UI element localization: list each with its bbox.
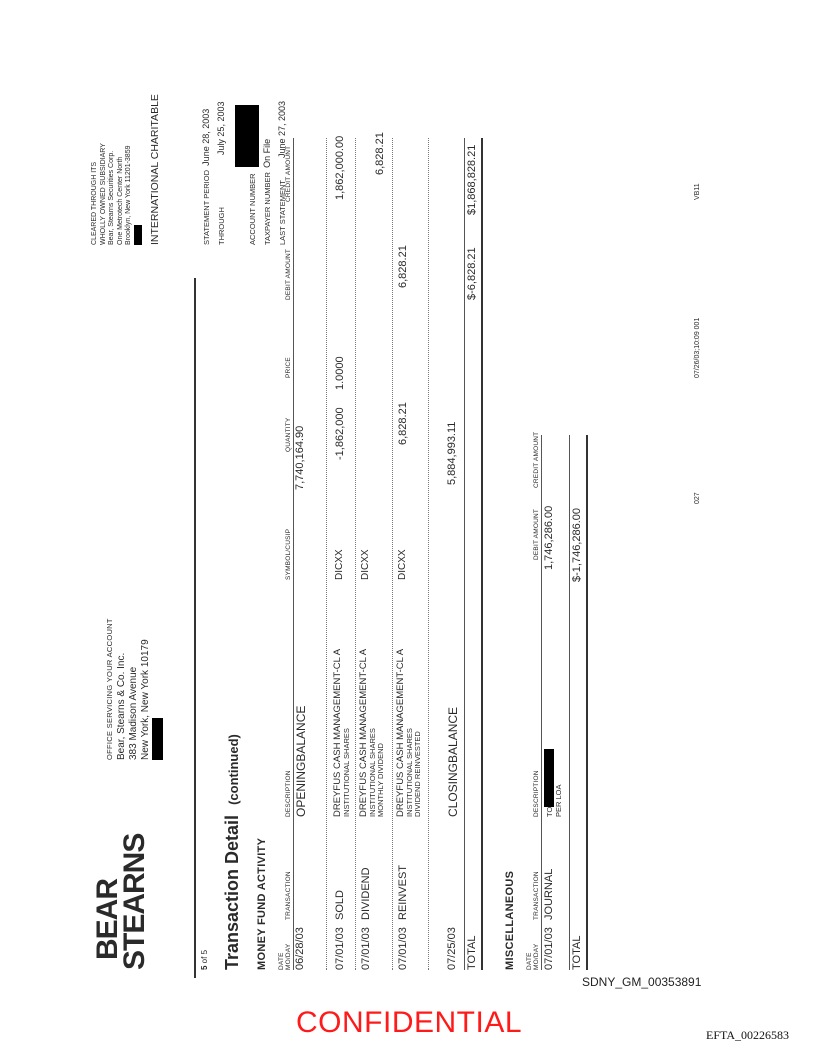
- logo-line-2: STEARNS: [118, 833, 151, 970]
- mf-row-1-desc: [334, 649, 351, 817]
- misc-row-date: 07/01/03: [543, 927, 555, 970]
- mf-row-2-desc-3: MONTHLY DIVIDEND: [376, 743, 385, 817]
- bear-stearns-logo: [91, 833, 151, 970]
- misc-col-date-2: MO/DAY: [533, 943, 540, 970]
- mf-col-transaction: TRANSACTION: [285, 871, 292, 920]
- taxpayer-value: On File: [262, 138, 272, 168]
- mf-col-price: PRICE: [285, 357, 292, 378]
- mf-col-date-1: DATE: [278, 952, 285, 970]
- office-line-1: Bear, Stearns & Co. Inc.: [116, 652, 127, 760]
- through-row: [214, 101, 229, 245]
- misc-row-desc-1: TO: [545, 806, 554, 817]
- mf-col-debit: DEBIT AMOUNT: [285, 248, 292, 300]
- mf-col-credit: CREDIT AMOUNT: [285, 145, 292, 202]
- footer-code-2: 07/26/03;10:09 001: [694, 317, 701, 378]
- account-row: [235, 101, 260, 245]
- misc-row-transaction: JOURNAL: [543, 868, 555, 920]
- mf-row-1-desc-1: DREYFUS CASH MANAGEMENT-CL A: [332, 648, 343, 817]
- mf-row-3-date: 07/01/03: [397, 927, 409, 970]
- misc-col-description: DESCRIPTION: [533, 770, 540, 817]
- office-redaction: [152, 718, 163, 760]
- taxpayer-row: [260, 101, 275, 245]
- mf-header-rule: [293, 138, 294, 970]
- efta-number: EFTA_00226583: [706, 1028, 790, 1042]
- office-address: [104, 618, 167, 760]
- cleared-line-4: One Metrotech Center North: [116, 156, 124, 245]
- mf-row-1-transaction: SOLD: [334, 890, 346, 920]
- mf-row-4-date: 07/25/03: [446, 927, 458, 970]
- account-label: ACCOUNT NUMBER: [248, 173, 257, 245]
- mf-row-2-symbol: DICXX: [360, 549, 371, 580]
- mf-row-3-transaction: REINVEST: [397, 864, 409, 920]
- cleared-redaction: [134, 225, 142, 245]
- mf-row-2-transaction: DIVIDEND: [360, 867, 372, 920]
- mf-row-1-credit: 1,862,000.00: [334, 135, 346, 200]
- title-main: Transaction Detail: [222, 814, 242, 970]
- logo-line-1: BEAR: [91, 878, 124, 960]
- misc-col-date-1: DATE: [526, 952, 533, 970]
- misc-row-debit: 1,746,286.00: [543, 505, 555, 570]
- office-line-3: New York, New York 10179: [140, 639, 151, 760]
- page-of: of 5: [200, 949, 209, 964]
- mf-row-1-desc-2: INSTITUTIONAL SHARES: [341, 728, 351, 817]
- misc-total-label: TOTAL: [571, 935, 583, 970]
- account-redaction: [235, 105, 259, 167]
- footer-code-1: 027: [694, 492, 701, 504]
- mf-row-2-desc-2: INSTITUTIONAL SHARES: [367, 728, 377, 817]
- cleared-line-2: WHOLLY OWNED SUBSIDIARY: [99, 143, 107, 245]
- header-rule: [194, 278, 196, 978]
- office-line-2: 383 Madison Avenue: [128, 666, 139, 760]
- misc-row-desc: [544, 749, 563, 817]
- statement-page: [64, 0, 794, 1000]
- misc-total-rule-bottom: [586, 435, 588, 970]
- mf-col-symbol: SYMBOL/CUSIP: [285, 528, 292, 580]
- mf-total-label: TOTAL: [466, 935, 478, 970]
- period-row: [199, 101, 214, 245]
- mf-row-1-quantity: -1,862,000: [334, 407, 346, 460]
- total-rule-bottom: [481, 138, 483, 970]
- misc-heading: MISCELLANEOUS: [504, 870, 516, 970]
- mf-row-3-desc: [397, 649, 423, 817]
- row-separator: [428, 138, 429, 970]
- cleared-line-5: Brooklyn, New York 11201-3859: [125, 145, 132, 245]
- through-label: THROUGH: [217, 207, 226, 245]
- mf-row-1-symbol: DICXX: [334, 549, 345, 580]
- misc-row-desc-2: PER LOA: [553, 784, 563, 817]
- misc-total-debit: $-1,746,286.00: [571, 507, 583, 582]
- mf-col-quantity: QUANTITY: [285, 417, 292, 452]
- misc-row-desc-1-line: [544, 749, 555, 817]
- misc-header-rule: [541, 435, 542, 970]
- period-value: June 28, 2003: [201, 108, 211, 166]
- cleared-line-3: Bear, Stearns Securities Corp.: [108, 150, 115, 245]
- bates-number: SDNY_GM_00353891: [582, 975, 702, 989]
- mf-row-3-symbol: DICXX: [397, 549, 408, 580]
- last-label: LAST STATEMENT: [278, 179, 287, 245]
- misc-total-rule-top: [569, 435, 570, 970]
- footer-code-3: VB11: [694, 183, 701, 200]
- misc-col-credit: CREDIT AMOUNT: [533, 431, 540, 488]
- misc-col-debit: DEBIT AMOUNT: [533, 508, 540, 560]
- mf-row-3-desc-3: DIVIDEND REINVESTED: [413, 731, 422, 817]
- misc-desc-redaction: [544, 749, 554, 807]
- mf-row-4-desc: CLOSINGBALANCE: [446, 706, 460, 817]
- misc-col-transaction: TRANSACTION: [533, 871, 540, 920]
- last-value: June 27, 2003: [277, 100, 287, 158]
- row-separator: [392, 138, 393, 970]
- misc-col-date: [526, 944, 540, 970]
- mf-row-1-date: 07/01/03: [334, 927, 346, 970]
- mf-row-2-date: 07/01/03: [360, 927, 372, 970]
- mf-total-debit: $-6,828.21: [466, 247, 478, 300]
- title-sub: (continued): [226, 734, 241, 805]
- through-value: July 25, 2003: [216, 101, 226, 156]
- clearing-firm-block: [91, 94, 160, 245]
- row-separator: [326, 138, 327, 970]
- page-num: 5: [200, 965, 209, 970]
- mf-row-2-desc-1: DREYFUS CASH MANAGEMENT-CL A: [358, 648, 369, 817]
- mf-row-2-desc: [360, 649, 386, 817]
- page-title: [222, 734, 243, 970]
- mf-row-3-quantity: 6,828.21: [397, 402, 409, 445]
- mf-row-4-quantity: 5,884,993.11: [446, 421, 458, 485]
- account-name: INTERNATIONAL CHARITABLE: [149, 94, 161, 245]
- period-label: STATEMENT PERIOD: [202, 169, 211, 245]
- mf-row-1-price: 1.0000: [334, 356, 346, 390]
- mf-total-credit: $1,868,828.21: [466, 144, 478, 215]
- page-number: [200, 950, 209, 970]
- mf-row-3-desc-2: INSTITUTIONAL SHARES: [404, 728, 414, 817]
- mf-col-date-2: MO/DAY: [285, 943, 292, 970]
- money-fund-heading: MONEY FUND ACTIVITY: [256, 837, 268, 970]
- mf-col-date: [278, 944, 292, 970]
- statement-meta: [199, 101, 290, 245]
- mf-row-2-credit: 6,828.21: [374, 132, 386, 175]
- row-separator: [355, 138, 356, 970]
- mf-row-0-date: 06/28/03: [294, 927, 306, 970]
- confidential-stamp: CONFIDENTIAL: [296, 1006, 523, 1039]
- mf-row-3-debit: 6,828.21: [397, 245, 409, 288]
- total-rule-top: [464, 138, 465, 970]
- mf-col-description: DESCRIPTION: [285, 770, 292, 817]
- office-title: OFFICE SERVICING YOUR ACCOUNT: [105, 618, 114, 760]
- mf-row-3-desc-1: DREYFUS CASH MANAGEMENT-CL A: [395, 648, 406, 817]
- mf-row-0-quantity: 7,740,164.90: [294, 425, 306, 490]
- taxpayer-label: TAXPAYER NUMBER: [263, 172, 272, 245]
- cleared-line-1: CLEARED THROUGH ITS: [91, 161, 98, 245]
- mf-row-0-desc: OPENINGBALANCE: [294, 705, 308, 817]
